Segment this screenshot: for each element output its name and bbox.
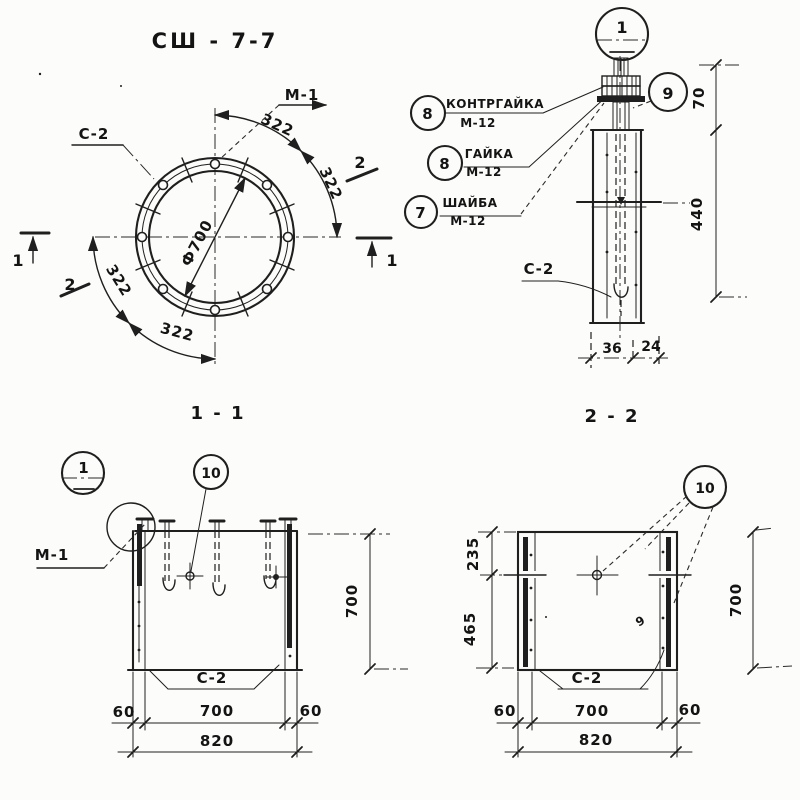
dim-820-total: 820: [199, 732, 235, 750]
callout-locknut: [411, 87, 603, 130]
callout-name: КОНТРГАЙКА: [445, 97, 545, 111]
callout-name: ГАЙКА: [464, 147, 514, 161]
dim-700-vertical: 700: [727, 582, 745, 618]
section-2-label-top: 2: [354, 153, 366, 172]
callout-10: [603, 466, 726, 603]
callout-stud: [633, 73, 687, 111]
callout-number: 8: [439, 155, 451, 173]
dim-235: 235: [464, 536, 482, 572]
callout-number: 10: [695, 481, 715, 497]
rebar-mark-9: 9: [633, 612, 648, 630]
drawing-title: СШ - 7-7: [151, 29, 279, 53]
section-right-view: [461, 466, 792, 757]
detail-balloon-1: [596, 8, 648, 60]
dim-440: 440: [688, 196, 706, 232]
right-rebar-bar: [666, 537, 671, 667]
anchor-bolt-assembly: [597, 58, 645, 130]
callout-number: 9: [662, 84, 674, 103]
plan-m1-label: М-1: [284, 86, 320, 104]
balloon-number: 1: [616, 18, 628, 37]
dim-60-left: 60: [493, 702, 517, 720]
left-rebar-bar: [523, 537, 528, 667]
rod-hook: [614, 284, 628, 297]
section-2-2-title: 2 - 2: [584, 406, 640, 427]
section22-c2-leader: [558, 281, 611, 297]
diameter-label: Ф700: [177, 216, 217, 270]
callout-size: М-12: [460, 116, 496, 130]
right-target: [266, 566, 287, 588]
right-anchor-bar: [287, 524, 292, 648]
section11-c2-label: С-2: [196, 669, 228, 687]
dim-820-total: 820: [578, 731, 614, 749]
dim-70-440: [688, 60, 747, 302]
arc-dim-322-c: 322: [102, 261, 136, 300]
plan-view: [12, 29, 397, 364]
stud: [613, 102, 629, 130]
dim-235-465: [461, 527, 516, 673]
callout-size: М-12: [450, 214, 486, 228]
plan-m1-leader: [220, 105, 279, 159]
locknut: [602, 76, 640, 86]
arc-dim-322-b: 322: [315, 164, 347, 203]
plan-c2-label: С-2: [78, 125, 110, 143]
section22-c2-label: С-2: [523, 260, 555, 278]
dim-36: 36: [602, 341, 622, 357]
detail-balloon-1: [62, 452, 106, 494]
dim-36-24: [578, 332, 668, 368]
hanger-rods: [163, 531, 276, 595]
arc-dim-322-a: 322: [258, 109, 297, 141]
dim-70: 70: [690, 86, 708, 110]
dim-700-width: 700: [199, 702, 235, 720]
left-anchor-bar: [137, 524, 142, 586]
dim-height-700: [727, 527, 792, 674]
shell-section-box: [504, 532, 691, 670]
callout-washer: [405, 103, 604, 228]
section-1-1-view: [35, 403, 408, 757]
plan-c2-leader: [123, 145, 154, 179]
top-bolts: [137, 519, 296, 531]
section-2-2-view: [405, 8, 747, 427]
arc-dim-322-d: 322: [158, 318, 197, 346]
nut: [602, 86, 640, 96]
dim-700-vertical: 700: [343, 583, 361, 619]
callout-name: ШАЙБА: [442, 196, 498, 210]
callout-10: [191, 455, 228, 571]
dim-465: 465: [461, 611, 479, 647]
dim-height-700: [308, 529, 408, 674]
section-1-1-title: 1 - 1: [190, 403, 246, 424]
dim-60-right: 60: [678, 701, 702, 719]
callout-number: 7: [415, 204, 427, 222]
dim-60-right: 60: [299, 702, 323, 720]
section-1-label-right: 1: [386, 251, 398, 270]
section11-m1-label: М-1: [34, 546, 70, 564]
dim-60-left: 60: [112, 703, 136, 721]
callout-number: 8: [422, 105, 434, 123]
callout-size: М-12: [466, 165, 502, 179]
center-target: [177, 563, 203, 589]
dim-24: 24: [641, 339, 661, 355]
sectionRight-c2-label: С-2: [571, 669, 603, 687]
center-target: [577, 556, 618, 595]
section-2-label-bottom: 2: [64, 275, 76, 294]
balloon-number: 1: [78, 459, 90, 477]
dim-700-width: 700: [574, 702, 610, 720]
callout-number: 10: [201, 466, 221, 482]
section-1-label-left: 1: [12, 251, 24, 270]
